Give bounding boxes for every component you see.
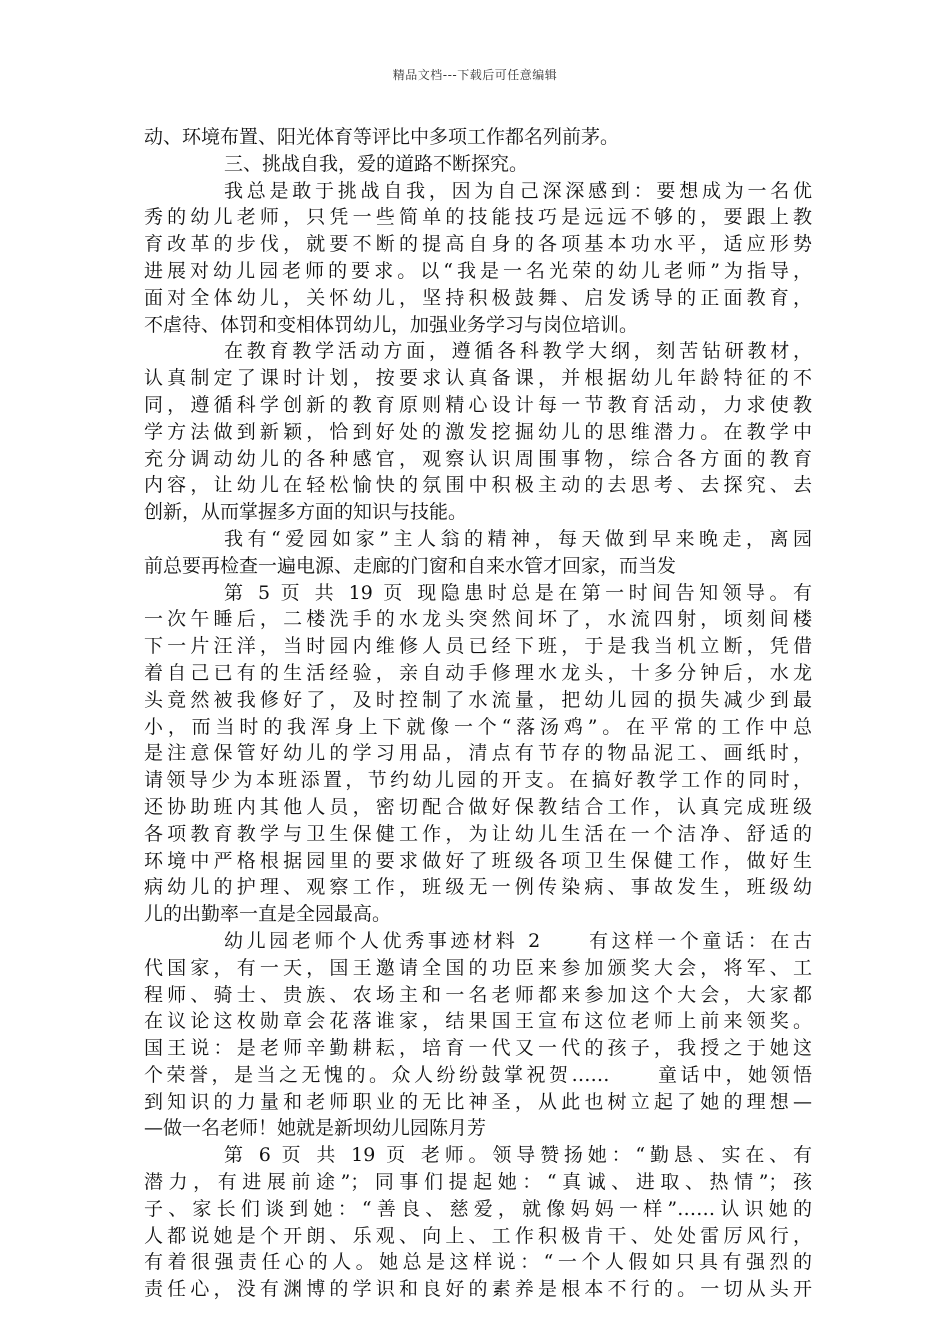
text-line: 同，遵循科学创新的教育原则精心设计每一节教育活动，力求使教 <box>144 393 812 416</box>
text-line: 人都说她是个开朗、乐观、向上、工作积极肯干、处处雷厉风行， <box>144 1224 812 1247</box>
text-line: 代国家，有一天，国王邀请全国的功臣来参加颁奖大会，将军、工 <box>144 956 812 979</box>
text-line: 第 6 页 共 19 页 老师。领导赞扬她：“勤恳、实在、有 <box>224 1144 812 1167</box>
text-line: 国王说：是老师辛勤耕耘，培育一代又一代的孩子，我授之于她这 <box>144 1037 812 1060</box>
text-line: 着自己已有的生活经验，亲自动手修理水龙头，十多分钟后，水龙 <box>144 661 812 684</box>
text-line: 儿的出勤率一直是全园最高。 <box>144 903 392 926</box>
page-header: 精品文档---下载后可任意编辑 <box>392 68 558 82</box>
text-line: 学方法做到新颖，恰到好处的激发挖掘幼儿的思维潜力。在教学中 <box>144 420 812 443</box>
text-line: 病幼儿的护理、观察工作，班级无一例传染病、事故发生，班级幼 <box>144 876 812 899</box>
text-line: 潜力，有进展前途”；同事们提起她：“真诚、进取、热情”；孩 <box>144 1171 812 1194</box>
text-line: 各项教育教学与卫生保健工作，为让幼儿生活在一个洁净、舒适的 <box>144 822 812 845</box>
text-line: 责任心，没有渊博的学识和良好的素养是根本不行的。一切从头开 <box>144 1278 812 1301</box>
text-line: 一次午睡后，二楼洗手的水龙头突然间坏了，水流四射，顷刻间楼 <box>144 608 812 631</box>
text-line: 幼儿园老师个人优秀事迹材料 2 有这样一个童话：在古 <box>224 929 812 952</box>
text-line: 个荣誉，是当之无愧的。众人纷纷鼓掌祝贺…… 童话中，她领悟 <box>144 1063 812 1086</box>
text-line: —做一名老师！她就是新坝幼儿园陈月芳 <box>144 1117 487 1140</box>
text-line: 还协助班内其他人员，密切配合做好保教结合工作，认真完成班级 <box>144 795 812 818</box>
text-line: 充分调动幼儿的各种感官，观察认识周围事物，综合各方面的教育 <box>144 447 812 470</box>
text-line: 程师、骑士、贵族、农场主和一名老师都来参加这个大会，大家都 <box>144 983 812 1006</box>
text-line: 环境中严格根据园里的要求做好了班级各项卫生保健工作，做好生 <box>144 849 812 872</box>
text-line: 子、家长们谈到她：“善良、慈爱，就像妈妈一样”……认识她的 <box>144 1197 812 1220</box>
text-line: 在教育教学活动方面，遵循各科教学大纲，刻苦钻研教材， <box>224 340 812 363</box>
text-line: 动、环境布置、阳光体育等评比中多项工作都名列前茅。 <box>144 126 620 148</box>
text-line: 秀的幼儿老师，只凭一些简单的技能技巧是远远不够的，要跟上教 <box>144 206 812 229</box>
text-line: 请领导少为本班添置，节约幼儿园的开支。在搞好教学工作的同时， <box>144 769 812 792</box>
text-line: 前总要再检查一遍电源、走廊的门窗和自来水管才回家，而当发 <box>144 554 677 577</box>
text-line: 头竟然被我修好了，及时控制了水流量，把幼儿园的损失减少到最 <box>144 688 812 711</box>
text-line: 第 5 页 共 19 页 现隐患时总是在第一时间告知领导。有 <box>224 581 812 604</box>
text-line: 小，而当时的我浑身上下就像一个“落汤鸡”。在平常的工作中总 <box>144 715 812 738</box>
text-line: 育改革的步伐，就要不断的提高自身的各项基本功水平，适应形势 <box>144 233 812 256</box>
text-line: 我总是敢于挑战自我，因为自己深深感到：要想成为一名优 <box>224 179 812 202</box>
text-line: 三、挑战自我，爱的道路不断探究。 <box>224 152 529 175</box>
text-line: 是注意保管好幼儿的学习用品，清点有节存的物品泥工、画纸时， <box>144 742 812 765</box>
text-line: 内容，让幼儿在轻松愉快的氛围中积极主动的去思考、去探究、去 <box>144 474 812 497</box>
text-line: 创新，从而掌握多方面的知识与技能。 <box>144 501 468 524</box>
text-line: 进展对幼儿园老师的要求。以“我是一名光荣的幼儿老师”为指导， <box>144 259 812 282</box>
text-line: 下一片汪洋，当时园内维修人员已经下班，于是我当机立断，凭借 <box>144 635 812 658</box>
text-line: 我有“爱园如家”主人翁的精神，每天做到早来晚走，离园 <box>224 527 812 550</box>
text-line: 认真制定了课时计划，按要求认真备课，并根据幼儿年龄特征的不 <box>144 367 812 390</box>
text-line: 不虐待、体罚和变相体罚幼儿，加强业务学习与岗位培训。 <box>144 313 639 336</box>
text-line: 到知识的力量和老师职业的无比神圣，从此也树立起了她的理想— <box>144 1090 812 1113</box>
document-body <box>144 124 812 1303</box>
text-line: 面对全体幼儿，关怀幼儿，坚持积极鼓舞、启发诱导的正面教育， <box>144 286 812 309</box>
text-line: 有着很强责任心的人。她总是这样说：“一个人假如只具有强烈的 <box>144 1251 812 1274</box>
text-line: 在议论这枚勋章会花落谁家，结果国王宣布这位老师上前来领奖。 <box>144 1010 812 1033</box>
